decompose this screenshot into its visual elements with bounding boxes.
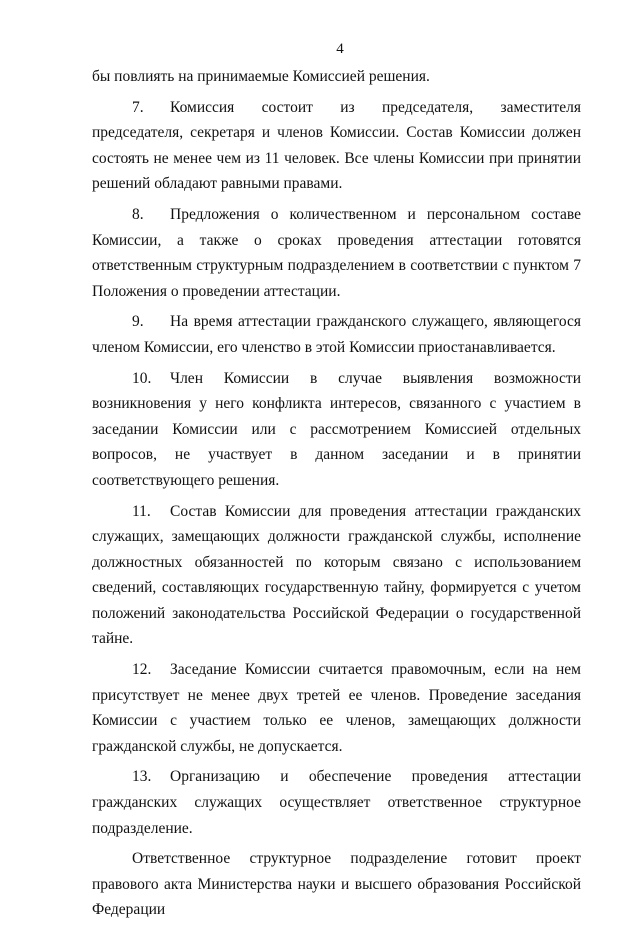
paragraph-unnumbered bbox=[92, 846, 581, 923]
paragraph-text: Комиссия состоит из председателя, заместителя председателя, секретаря и членов Комиссии. Состав Комиссии должен состоять не менее чем из 11 человек. Все члены Комиссии при принятии решений обладают равными правами. bbox=[92, 98, 581, 193]
paragraph-8 bbox=[92, 202, 581, 304]
paragraph-9 bbox=[92, 309, 581, 360]
paragraph-11 bbox=[92, 499, 581, 653]
paragraph-13 bbox=[92, 764, 581, 841]
paragraph-text: Заседание Комиссии считается правомочным, если на нем присутствует не менее двух третей ее членов. Проведение заседания Комиссии с участием только ее членов, замещающих должности гражданской службы, не допускается. bbox=[92, 661, 581, 755]
paragraph-text: Член Комиссии в случае выявления возможности возникновения у него конфликта интересов, связанного с участием в заседании Комиссии или с рассмотрением Комиссией отдельных вопросов, не участвует в данном заседании и в принятии соответствующего решения. bbox=[92, 369, 581, 489]
paragraph-text: Ответственное структурное подразделение готовит проект правового акта Министерства науки и высшего образования Российской Федерации bbox=[92, 850, 581, 919]
paragraph-number: 7. bbox=[132, 98, 144, 116]
paragraph-number: 11. bbox=[132, 502, 151, 520]
paragraph-number: 12. bbox=[132, 661, 152, 679]
paragraph-number: 9. bbox=[132, 313, 144, 331]
paragraph-text: Предложения о количественном и персональном составе Комиссии, а также о сроках проведения аттестации готовятся ответственным структурным подразделением в соответствии с пунктом 7 Положения о проведении аттестации. bbox=[92, 205, 581, 300]
paragraph-text: Состав Комиссии для проведения аттестации гражданских служащих, замещающих должности гражданской службы, исполнение должностных обязанностей по которым связано с использованием сведений, составляющих государственную тайну, формируется с учетом положений законодательства Российской Федерации о государственной тайне. bbox=[92, 502, 581, 648]
document-body bbox=[92, 64, 581, 928]
paragraph-continuation bbox=[92, 64, 581, 90]
paragraph-10 bbox=[92, 366, 581, 494]
page-number: 4 bbox=[336, 41, 344, 57]
paragraph-text: бы повлиять на принимаемые Комиссией решения. bbox=[92, 68, 430, 85]
paragraph-text: На время аттестации гражданского служащего, являющегося членом Комиссии, его членство в этой Комиссии приостанавливается. bbox=[92, 313, 581, 356]
paragraph-number: 8. bbox=[132, 205, 144, 223]
paragraph-number: 13. bbox=[132, 768, 152, 786]
paragraph-12 bbox=[92, 657, 581, 759]
paragraph-7 bbox=[92, 95, 581, 197]
paragraph-text: Организацию и обеспечение проведения аттестации гражданских служащих осуществляет ответственное структурное подразделение. bbox=[92, 768, 581, 837]
paragraph-number: 10. bbox=[132, 369, 152, 387]
